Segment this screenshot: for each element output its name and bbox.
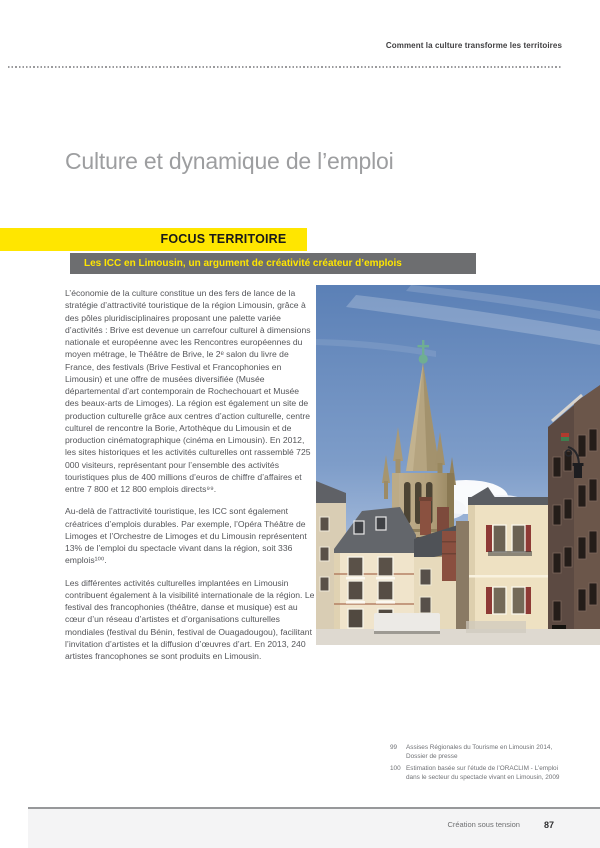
limoges-street-photo [316, 285, 600, 645]
footer-section-label: Création sous tension [447, 820, 520, 829]
footer-page-number: 87 [543, 819, 554, 830]
footnote-number: 100 [390, 765, 401, 773]
footnote-text: Estimation basée sur l’étude de l’ORACLIM - L’emploi dans le secteur du spectacle vivant en Limousin, 2009 [406, 765, 560, 781]
footnote-100 [390, 765, 572, 782]
focus-territoire-banner: FOCUS TERRITOIRE [0, 228, 307, 251]
focus-subtitle-bar: Les ICC en Limousin, un argument de créativité créateur d’emplois [70, 253, 476, 274]
article-paragraph-2: Au-delà de l’attractivité touristique, les ICC sont également créatrices d’emplois durables. Par exemple, l’Opéra Théâtre de Limoges et l’Orchestre de Limoges et du Limousin représentent 13% de l’emploi du spectacle vivant dans la région, soit 336 emplois¹⁰⁰. [65, 506, 307, 566]
article-paragraph-3: Les différentes activités culturelles implantées en Limousin contribuent également à la visibilité internationale de la région. Le festival des francophonies (théâtre, danse et musique) est au cœur d’un réseau d’artistes et d’organisations culturelles mondiales (festival du Bénin, festival de Ouagadougou), facilitant l’invitation d’artistes et la diffusion d’œuvres d’art. En 2013, 240 artistes francophones se sont produits en Limousin. [65, 577, 315, 661]
limoges-photo-graphic [316, 285, 600, 645]
header-dotted-rule [8, 66, 562, 68]
footnote-99 [390, 744, 572, 761]
footer [28, 809, 600, 848]
footnotes-block [390, 744, 572, 786]
page-title: Culture et dynamique de l’emploi [65, 148, 394, 174]
article-text-column [65, 287, 315, 672]
article-paragraph-1: L’économie de la culture constitue un des fers de lance de la stratégie d’attractivité touristique de la région Limousin, grâce à des pôles pluridisciplinaires proposant une palette variée d’activités : Brive est devenue un carrefour culturel à dimensions nationale et européenne avec les Rencontres européennes du moyen métrage, le Théâtre de Brive, le 2ᵉ salon du livre de France, des festivals (Brive Festival et Francophonies en Limousin) et une offre de musées diversifiée (Musée départemental d’art contemporain de Rochechouart et Musée des beaux-arts de Limoges). La région est également un site de production culturelle grâce aux centres d’action culturelle, centre culturel de rencontre la Borie, Artothèque du Limousin et de production cinématographique (cinéma en Limousin). En 2012, les sites historiques et les activités culturelles ont rassemblé 725 000 visiteurs, représentant pour l’ensemble des activités touristiques plus de 400 millions d’euros de chiffre d’affaires et entre 7 800 et 12 800 emplois directs⁹⁹. [65, 288, 311, 494]
running-head: Comment la culture transforme les territoires [385, 41, 562, 50]
footnote-number: 99 [390, 744, 398, 751]
footnote-text: Assises Régionales du Tourisme en Limousin 2014, Dossier de presse [406, 744, 553, 760]
